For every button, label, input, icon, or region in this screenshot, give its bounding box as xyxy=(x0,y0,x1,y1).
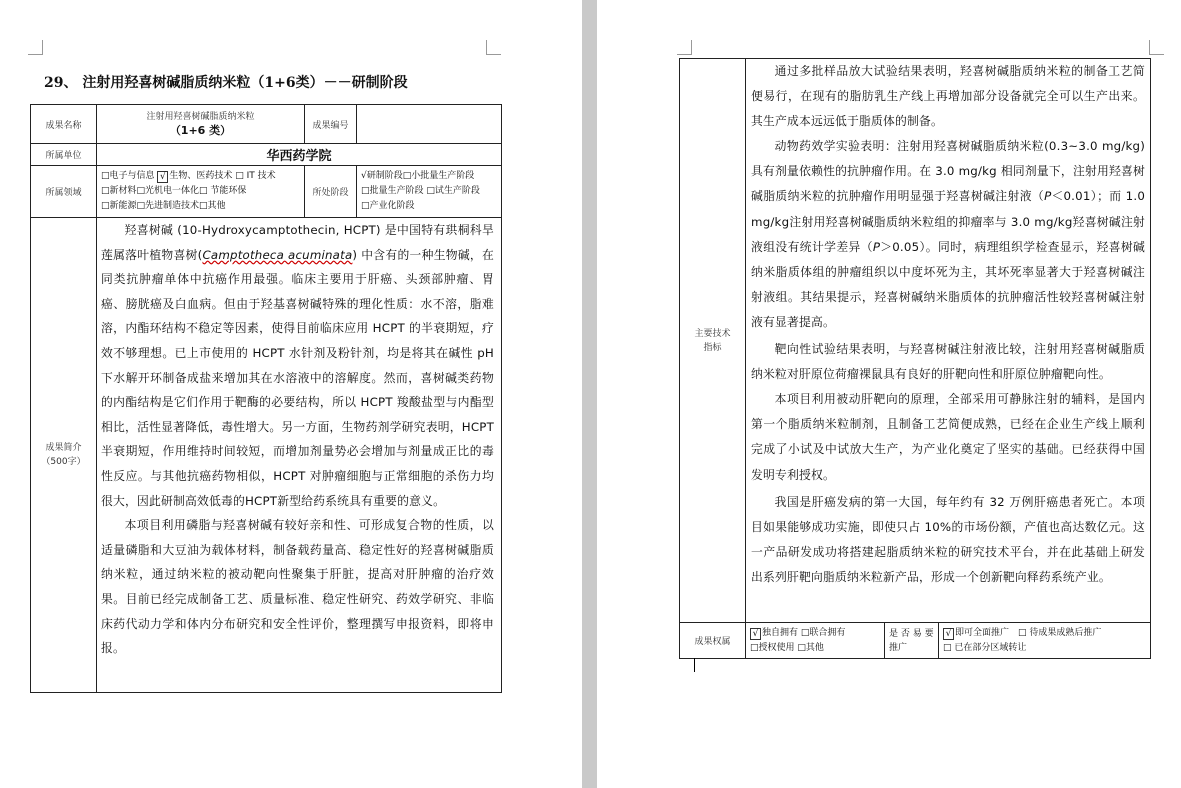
promo-option-line2[interactable]: □ 已在部分区域转让 xyxy=(943,642,1027,653)
indicator-paragraph-1: 通过多批样品放大试验结果表明，羟喜树碱脂质纳米粒的制备工艺简便易行，在现有的脂肪乳生产线上再增加部分设备就完全可以生产出来。其生产成本远远低于脂质体的制备。 xyxy=(751,64,1146,129)
intro-label-line1: 成果简介 xyxy=(45,443,82,453)
indicator-label-line1: 主要技术 xyxy=(694,328,731,339)
rights-option-line1 xyxy=(750,626,880,641)
name-value-line2: （1+6 类） xyxy=(169,124,232,137)
intro-paragraph-2: 本项目利用磷脂与羟喜树碱有较好亲和性、可形成复合物的性质，以适量磷脂和大豆油为载体材料，制备载药量高、稳定性好的羟喜树碱脂质纳米粒，通过纳米粒的被动靶向性聚集于肝脏，提高对肝肿瘤的治疗效果。目前已经完成制备工艺、质量标准、稳定性研究、药效学研究、非临床药代动力学和体内分布研究和安全性评价，整理撰写申报资料，即将申报。 xyxy=(101,518,494,656)
p-value-symbol-1: P xyxy=(1044,189,1052,204)
unit-label: 所属单位 xyxy=(31,144,97,166)
p2-text-b: ＜0.01）；而 1.0 mg/kg注射用羟喜树碱脂质纳米粒组的抑瘤率与 3.0 mg/kg羟喜树碱注射液组没有统计学差异（ xyxy=(751,189,1146,254)
intro-paragraph-1 xyxy=(101,218,494,513)
promo-options xyxy=(939,623,1151,659)
field-option-line1 xyxy=(101,169,300,184)
crop-mark-top-right xyxy=(1149,40,1164,55)
check-mark-icon: √ xyxy=(361,171,367,181)
field-option-line3[interactable]: □新能源□先进制造技术□其他 xyxy=(101,201,226,211)
promo-option-line1 xyxy=(943,626,1146,641)
rights-label: 成果权属 xyxy=(680,623,746,659)
indicator-paragraph-3: 靶向性试验结果表明，与羟喜树碱注射液比较，注射用羟喜树碱脂质纳米粒对肝原位荷瘤裸鼠具有良好的肝靶向性和肝原位肿瘤靶向性。 xyxy=(751,342,1146,382)
stage-option-line1 xyxy=(361,169,497,184)
intro-content xyxy=(97,218,502,693)
crop-mark-top-left xyxy=(677,40,692,55)
intro-p1-text-b: ) 中含有的一种生物碱，在同类抗肿瘤单体中抗癌作用最强。临床主要用于肝癌、头颈部肿瘤、胃癌、膀胱癌及白血病。但由于羟基喜树碱特殊的理化性质：水不溶，脂难溶，内酯环结构不稳定等因素，使得目前临床应用 HCPT 的半衰期短，疗效不够理想。已上市使用的 HCPT 水针剂及粉针剂，均是将其在碱性 pH 下水解开环制备成盐来增加其在水溶液中的溶解度。然而，喜树碱类药物的内酯结构是它们作用于靶酶的必要结构，所以 HCPT 羧酸盐型与内酯型相比，活性显著降低，毒性增大。另一方面，生物药剂学研究表明，HCPT 半衰期短，作用维持时间较短，而增加剂量势必会增加与剂量成正比的毒性反应。与其他抗癌药物相似，HCPT 对肿瘤细胞与正常细胞的杀伤力均很大，因此研制高效低毒的HCPT新型给药系统具有重要的意义。 xyxy=(101,247,495,508)
text-cursor xyxy=(694,658,695,672)
rights-exclusive[interactable]: 独自拥有 □联合拥有 xyxy=(762,627,846,638)
section-heading: 29、 注射用羟喜树碱脂质纳米粒（1+6类）－－研制阶段 xyxy=(44,75,408,91)
indicator-label xyxy=(680,59,746,623)
p-value-symbol-2: P xyxy=(872,239,881,254)
p2-text-a: 动物药效学实验表明：注射用羟喜树碱脂质纳米粒(0.3~3.0 mg/kg) 具有剂量依赖性的抗肿瘤作用。在 3.0 mg/kg 相同剂量下，注射用羟喜树碱脂质纳米粒的抗肿瘤作用明显强于羟喜树碱注射液（ xyxy=(751,139,1146,204)
indicator-paragraph-5: 我国是肝癌发病的第一大国，每年约有 32 万例肝癌患者死亡。本项目如果能够成功实施，即使只占 10%的市场份额，产值也高达数亿元。这一产品研发成功将搭建起脂质纳米粒的研究技术平台，并在此基础上研发出系列肝靶向脂质纳米粒新产品，形成一个创新靶向释药系统产业。 xyxy=(751,494,1146,584)
crop-mark-top-left xyxy=(28,40,43,55)
intro-label-line2: （500字） xyxy=(41,457,86,467)
name-label: 成果名称 xyxy=(31,105,97,144)
checkbox-checked-icon[interactable]: √ xyxy=(750,628,761,640)
code-label: 成果编号 xyxy=(305,105,357,144)
field-biomedicine[interactable]: 生物、医药技术 xyxy=(169,171,233,181)
left-page xyxy=(0,0,582,788)
name-value-line1: 注射用羟喜树碱脂质纳米粒 xyxy=(146,112,255,122)
promo-full[interactable]: 即可全面推广 □ 待成果成熟后推广 xyxy=(955,627,1102,638)
latin-name: Camptotheca acuminata xyxy=(202,247,353,262)
checkbox-checked-icon[interactable]: √ xyxy=(157,171,168,183)
stage-options xyxy=(357,166,502,218)
indicators-table xyxy=(679,58,1151,659)
stage-label: 所处阶段 xyxy=(305,166,357,218)
crop-mark-top-right xyxy=(486,40,501,55)
promo-label: 是 否 易 要推广 xyxy=(885,623,939,659)
stage-option-line2[interactable]: □批量生产阶段 □试生产阶段 xyxy=(361,186,480,196)
field-electronics[interactable]: □电子与信息 xyxy=(101,171,155,181)
achievement-table xyxy=(30,104,502,693)
field-label: 所属领域 xyxy=(31,166,97,218)
rights-option-line2[interactable]: □授权使用 □其他 xyxy=(750,642,824,653)
stage-option-line3[interactable]: □产业化阶段 xyxy=(361,201,415,211)
name-value xyxy=(97,105,305,144)
indicator-paragraph-2 xyxy=(751,134,1145,335)
field-option-line2[interactable]: □新材料□光机电一体化□ 节能环保 xyxy=(101,186,247,196)
intro-p1-text-a: 羟喜树碱 (10-Hydroxycamptothecin, HCPT) 是中国特有珙桐科旱莲属落叶植物喜树( xyxy=(101,223,494,262)
indicator-paragraph-4: 本项目利用被动肝靶向的原理，全部采用可静脉注射的辅料，是国内第一个脂质纳米粒制剂，且制备工艺简便成熟，已经在企业生产线上顺利完成了小试及中试放大生产，为产业化奠定了坚实的基础。已经获得中国发明专利授权。 xyxy=(751,392,1146,482)
indicator-content xyxy=(746,59,1151,623)
rights-options xyxy=(746,623,885,659)
code-value xyxy=(357,105,502,144)
right-page xyxy=(597,0,1181,788)
unit-value: 华西药学院 xyxy=(97,144,502,166)
intro-label xyxy=(31,218,97,693)
field-options xyxy=(97,166,305,218)
page-gutter xyxy=(582,0,597,788)
field-it[interactable]: □ IT 技术 xyxy=(235,171,276,181)
stage-research[interactable]: 研制阶段□小批量生产阶段 xyxy=(366,171,475,181)
checkbox-checked-icon[interactable]: √ xyxy=(943,628,954,640)
indicator-label-line2: 指标 xyxy=(703,342,722,353)
p2-text-c: ＞0.05）。同时，病理组织学检查显示，羟喜树碱纳米脂质体组的肿瘤组织以中度坏死为主，其坏死率显著大于羟喜树碱注射液组。其结果提示，羟喜树碱纳米脂质体的抗肿瘤活性较羟喜树碱注射液有显著提高。 xyxy=(751,239,1146,329)
